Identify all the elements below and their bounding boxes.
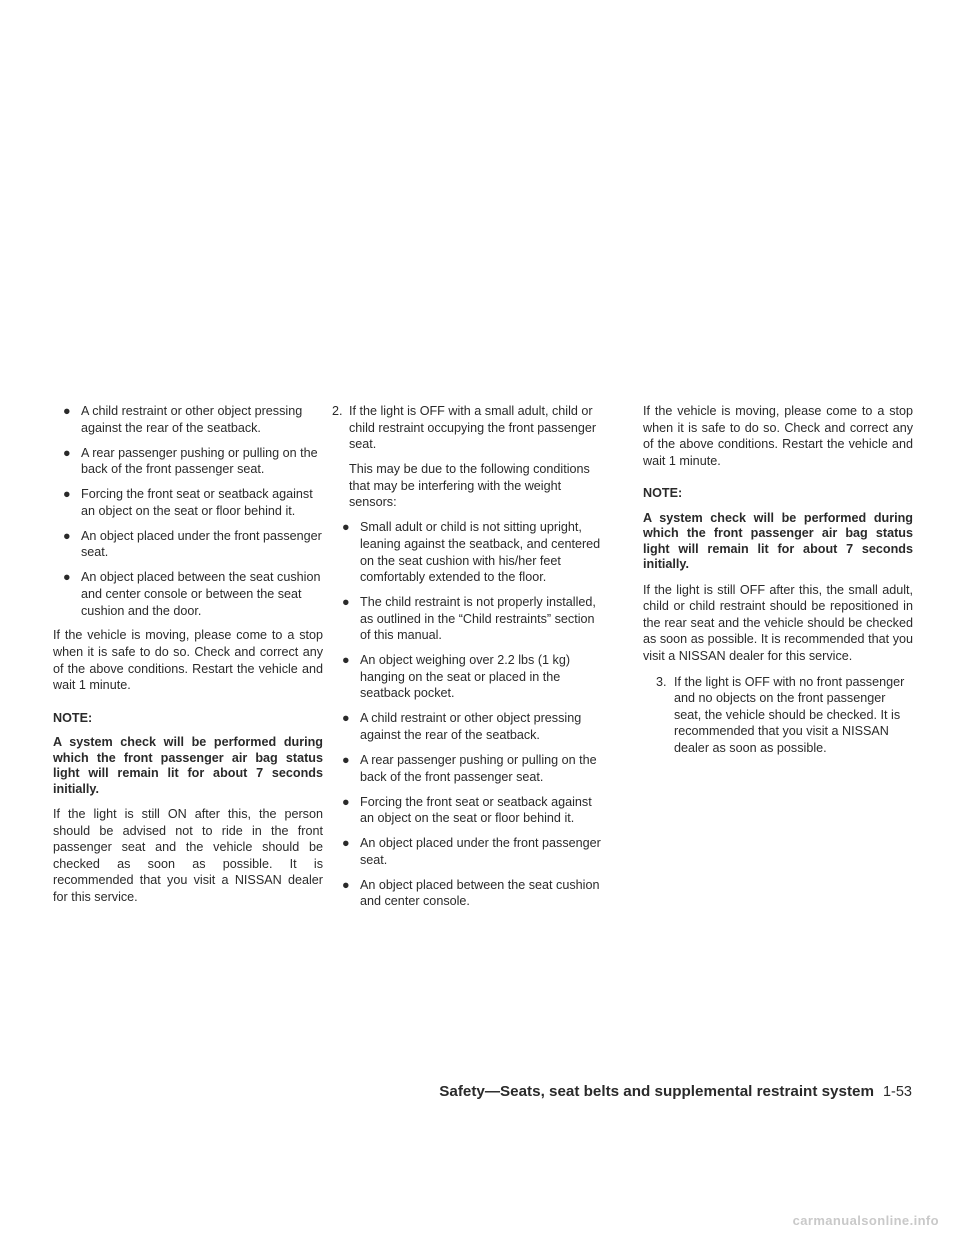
bullet-icon: ●	[342, 595, 350, 610]
paragraph: If the light is still ON after this, the person should be advised not to ride in the front passenger seat and the vehicle should be checked as soon as possible. It is recommended that you visit a NISSAN dealer for this service.	[53, 807, 323, 905]
list-item: ● An object placed between the seat cushion and center console or between the seat cushion and the door.	[63, 570, 321, 618]
paragraph: If the vehicle is moving, please come to a stop when it is safe to do so. Check and correct any of the above conditions. Restart the vehicle and wait 1 minute.	[643, 404, 913, 468]
note-label: NOTE:	[643, 486, 683, 501]
list-item: ● A rear passenger pushing or pulling on the back of the front passenger seat.	[63, 445, 318, 477]
bullet-icon: ●	[342, 711, 350, 726]
list-item: ● Forcing the front seat or seatback against an object on the seat or floor behind it.	[63, 487, 313, 518]
list-item: ● The child restraint is not properly installed, as outlined in the “Child restraints” section of this manual.	[342, 595, 596, 643]
list-item: ● Small adult or child is not sitting upright, leaning against the seatback, and centered on the seat cushion with his/her feet comfortably extended to the floor.	[342, 520, 601, 585]
bullet-icon: ●	[342, 794, 350, 809]
note-label: NOTE:	[53, 710, 93, 725]
paragraph: If the vehicle is moving, please come to a stop when it is safe to do so. Check and correct any of the above conditions. Restart the vehicle and wait 1 minute.	[53, 628, 323, 693]
bullet-icon: ●	[342, 836, 350, 851]
list-item: ● A rear passenger pushing or pulling on the back of the front passenger seat.	[342, 753, 597, 784]
list-item: ● An object placed under the front passenger seat.	[342, 836, 601, 867]
watermark: carmanualsonline.info	[792, 1213, 939, 1228]
list-item: ● An object placed between the seat cushion and center console.	[342, 877, 600, 909]
page-number: 1-53	[882, 1084, 912, 1100]
list-item: ● An object weighing over 2.2 lbs (1 kg) hanging on the seat or placed in the seatback pocket.	[342, 653, 571, 701]
section-title: Safety—Seats, seat belts and supplemental restraint system	[439, 1083, 874, 1100]
column-1	[53, 403, 323, 915]
bullet-icon: ●	[342, 653, 350, 668]
note-text: A system check will be performed during which the front passenger air bag status light will remain lit for about 7 seconds initially.	[643, 510, 913, 572]
page-footer	[439, 1083, 912, 1100]
bullet-icon: ●	[63, 528, 71, 543]
bullet-icon: ●	[342, 753, 350, 768]
bullet-icon: ●	[63, 404, 71, 418]
bullet-icon: ●	[63, 445, 71, 460]
bullet-icon: ●	[342, 877, 350, 892]
numbered-item: 2. If the light is OFF with a small adult, child or child restraint occupying the front passenger seat.	[332, 404, 597, 452]
paragraph: If the light is still OFF after this, the small adult, child or child restraint should be repositioned in the rear seat and the vehicle should be checked as soon as possible. It is recommended that you visit a NISSAN dealer for this service.	[643, 582, 913, 663]
list-item: ● A child restraint or other object pressing against the rear of the seatback.	[342, 711, 582, 743]
list-item: ● A child restraint or other object pressing against the rear of the seatback.	[63, 404, 303, 435]
bullet-icon: ●	[63, 487, 71, 502]
list-item: ● An object placed under the front passenger seat.	[63, 528, 322, 560]
bullet-icon: ●	[342, 520, 350, 535]
numbered-item: 3. If the light is OFF with no front passenger and no objects on the front passenger seat, the vehicle should be checked. It is recommended that you visit a NISSAN dealer as soon as possible.	[656, 674, 905, 755]
column-2	[332, 403, 602, 918]
numbered-item-subtext: This may be due to the following conditions that may be interfering with the weight sensors:	[349, 462, 590, 510]
bullet-icon: ●	[63, 570, 71, 585]
column-3	[643, 403, 913, 757]
list-item: ● Forcing the front seat or seatback against an object on the seat or floor behind it.	[342, 794, 592, 826]
note-text: A system check will be performed during which the front passenger air bag status light will remain lit for about 7 seconds initially.	[53, 735, 323, 796]
